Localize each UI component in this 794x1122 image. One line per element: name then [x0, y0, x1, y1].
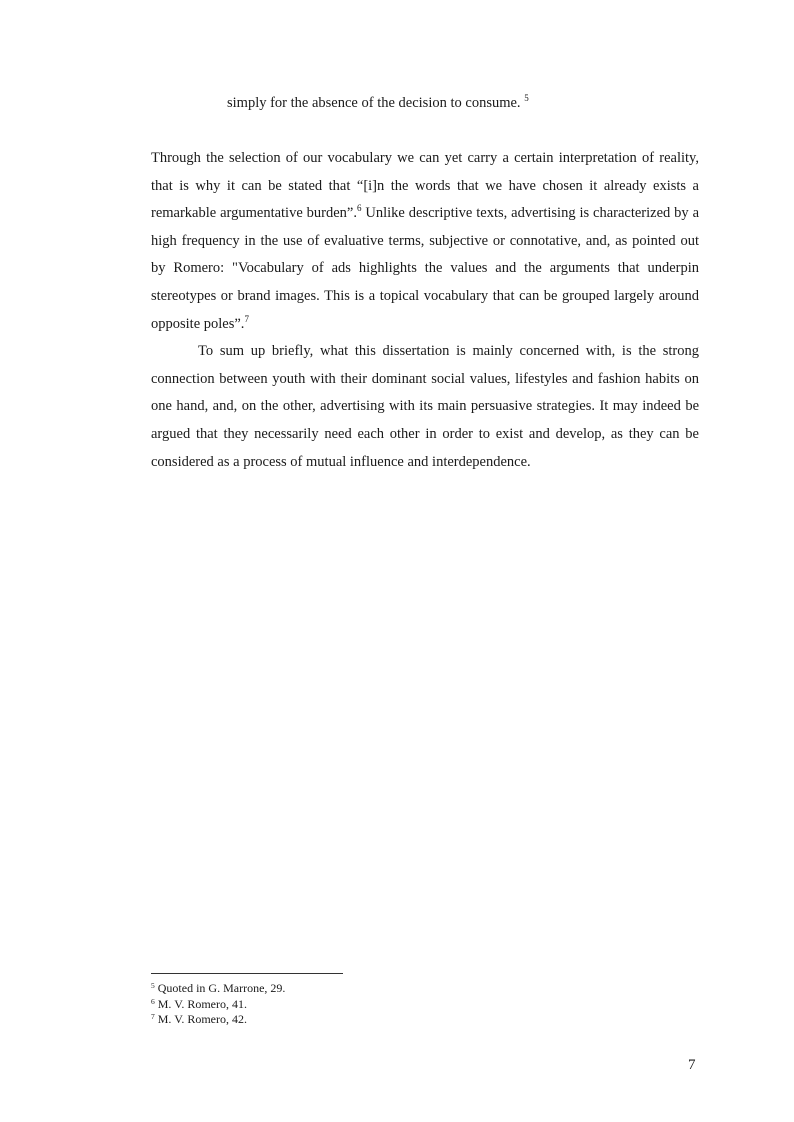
paragraph-vocabulary-part-a: Through the selection of our vocabulary we can yet carry a certain interpretation of reality, that is why it can be stated that “[i]n the words that we have chosen it already exists a remarkable argumentative burden”. [151, 150, 699, 222]
footnote-number: 5 [151, 981, 155, 990]
paragraph-vocabulary [151, 145, 699, 338]
footnote-7 [151, 1012, 551, 1028]
quote-text: simply for the absence of the decision to consume. [227, 95, 525, 111]
footnote-number: 6 [151, 996, 155, 1006]
footnote-number: 7 [151, 1012, 155, 1021]
footnote-text: M. V. Romero, 41. [154, 996, 247, 1011]
page-number: 7 [688, 1057, 696, 1073]
footnote-ref-7[interactable]: 7 [244, 313, 249, 324]
footnote-5 [151, 981, 551, 997]
footnote-divider [151, 973, 343, 974]
paragraph-summary: To sum up briefly, what this dissertation is mainly concerned with, is the strong connection between youth with their dominant social values, lifestyles and fashion habits on one hand, and, on the other, advertising with its main persuasive strategies. It may indeed be argued that they necessarily need each other in order to exist and develop, as they can be considered as a process of mutual influence and interdependence. [151, 343, 699, 470]
body-text [151, 145, 699, 476]
footnote-text: Quoted in G. Marrone, 29. [154, 981, 286, 995]
footnote-ref-6[interactable]: 6 [357, 203, 362, 214]
paragraph-vocabulary-part-b: Unlike descriptive texts, advertising is characterized by a high frequency in the use of evaluative terms, subjective or connotative, and, as pointed out by Romero: "Vocabulary of ads highlights the values and the arguments that underpin stereotypes or brand images. This is a topical vocabulary that can be grouped largely around opposite poles”. [151, 205, 700, 332]
block-quote-ending [227, 92, 529, 114]
footnotes [151, 981, 551, 1028]
footnote-6 [151, 997, 551, 1013]
footnote-text: M. V. Romero, 42. [154, 1012, 247, 1026]
footnote-ref-5[interactable]: 5 [524, 93, 529, 103]
